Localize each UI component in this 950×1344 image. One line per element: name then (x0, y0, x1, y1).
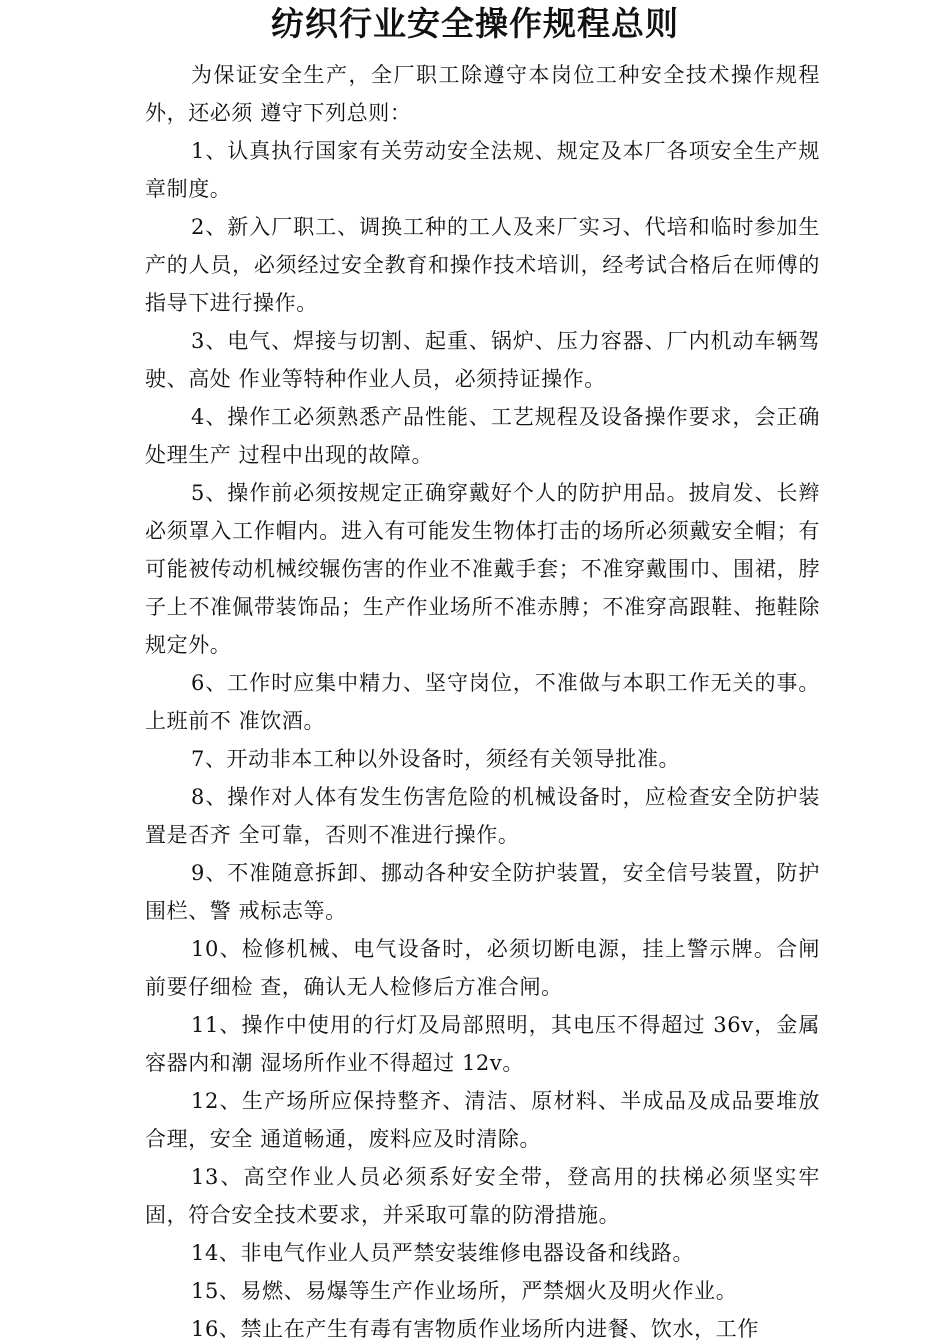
rule-16-paragraph: 16、禁止在产生有毒有害物质作业场所内进餐、饮水，工作 (191, 1317, 759, 1341)
rule-11-paragraph: 11、操作中使用的行灯及局部照明，其电压不得超过 36v，金属容器内和潮 湿场所作业不得超过 12v。 (145, 1013, 820, 1075)
rule-10-paragraph: 10、检修机械、电气设备时，必须切断电源，挂上警示牌。合闸前要仔细检 查，确认无人检修后方准合闸。 (145, 937, 820, 999)
rule-2-paragraph: 2、新入厂职工、调换工种的工人及来厂实习、代培和临时参加生产的人员，必须经过安全教育和操作技术培训，经考试合格后在师傅的指导下进行操作。 (145, 215, 820, 315)
rule-15-paragraph: 15、易燃、易爆等生产作业场所，严禁烟火及明火作业。 (191, 1279, 738, 1303)
rule-5-paragraph: 5、操作前必须按规定正确穿戴好个人的防护用品。披肩发、长辫必须罩入工作帽内。进入有可能发生物体打击的场所必须戴安全帽；有可能被传动机械绞辗伤害的作业不准戴手套；不准穿戴围巾、围裙，脖子上不准佩带装饰品；生产作业场所不准赤膊；不准穿高跟鞋、拖鞋除规定外。 (145, 481, 820, 657)
rule-6-paragraph: 6、工作时应集中精力、坚守岗位，不准做与本职工作无关的事。上班前不 准饮酒。 (145, 671, 820, 733)
rule-14-paragraph: 14、非电气作业人员严禁安装维修电器设备和线路。 (191, 1241, 695, 1265)
rule-1-paragraph: 1、认真执行国家有关劳动安全法规、规定及本厂各项安全生产规章制度。 (145, 139, 820, 201)
document-title: 纺织行业安全操作规程总则 (271, 4, 679, 43)
rule-8-paragraph: 8、操作对人体有发生伤害危险的机械设备时，应检查安全防护装置是否齐 全可靠，否则不准进行操作。 (145, 785, 820, 847)
rule-4-paragraph: 4、操作工必须熟悉产品性能、工艺规程及设备操作要求，会正确处理生产 过程中出现的故障。 (145, 405, 820, 467)
rule-9-paragraph: 9、不准随意拆卸、挪动各种安全防护装置，安全信号装置，防护围栏、警 戒标志等。 (145, 861, 820, 923)
intro-paragraph: 为保证安全生产，全厂职工除遵守本岗位工种安全技术操作规程外，还必须 遵守下列总则： (145, 63, 820, 125)
rule-3-paragraph: 3、电气、焊接与切割、起重、锅炉、压力容器、厂内机动车辆驾驶、高处 作业等特种作业人员，必须持证操作。 (145, 329, 820, 391)
rule-13-paragraph: 13、高空作业人员必须系好安全带，登高用的扶梯必须坚实牢固，符合安全技术要求，并采取可靠的防滑措施。 (145, 1165, 820, 1227)
rule-7-paragraph: 7、开动非本工种以外设备时，须经有关领导批准。 (191, 747, 681, 771)
rule-12-paragraph: 12、生产场所应保持整齐、清洁、原材料、半成品及成品要堆放合理，安全 通道畅通，废料应及时清除。 (145, 1089, 820, 1151)
document-body (145, 56, 820, 1344)
